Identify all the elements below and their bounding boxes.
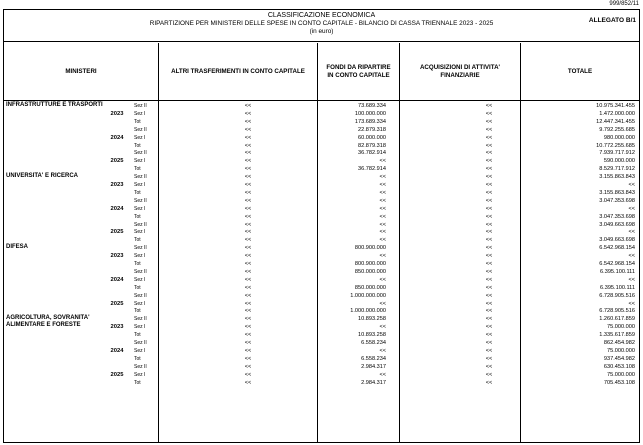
year-label: 2024 [110,347,124,354]
fondi-value: 10.893.258 [358,332,386,339]
fondi-value: 1.000.000.000 [350,292,386,299]
header-fondi-ripartire: FONDI DA RIPARTIRE IN CONTO CAPITALE [318,43,399,101]
acquisizioni-value: << [485,268,493,275]
fondi-value: << [379,182,386,188]
table-row [4,149,639,157]
section-label: Tot [134,213,141,220]
altri-value: << [244,158,252,165]
section-label: Sez II [134,150,147,157]
section-label: Sez I [134,205,146,212]
totale-value: 862.454.982 [603,340,635,346]
section-label: Sez II [134,245,147,252]
title-classification: CLASSIFICAZIONE ECONOMICA [267,12,376,19]
table-row [4,173,639,181]
acquisizioni-value: << [485,276,493,283]
totale-value: << [628,276,635,283]
acquisizioni-value: << [485,166,493,173]
year-label: 2025 [110,300,124,307]
acquisizioni-value: << [485,245,493,252]
title-block [4,10,639,42]
section-label: Tot [134,142,141,149]
table-row [4,102,639,110]
altri-value: << [244,142,252,149]
altri-value: << [244,110,252,117]
acquisizioni-value: << [485,371,493,378]
section-label: Sez I [134,276,146,283]
totale-value: << [628,182,635,188]
table-row [4,300,639,308]
table-row [4,268,639,276]
header-ministeri: MINISTERI [4,43,158,101]
table-row [4,379,639,387]
fondi-value: 60.000.000 [358,134,386,141]
altri-value: << [244,205,252,212]
table-row [4,292,639,300]
totale-value: 75.000.000 [607,324,635,331]
acquisizioni-value: << [485,316,493,323]
acquisizioni-value: << [485,103,493,109]
totale-value: 630.453.108 [603,363,635,370]
section-label: Sez I [134,229,146,236]
altri-value: << [244,174,252,181]
totale-value: 6.728.905.516 [599,292,635,299]
totale-value: 980.000.000 [603,134,635,141]
altri-value: << [244,245,252,252]
table-row [4,189,639,197]
totale-value: 75.000.000 [607,371,635,378]
section-label: Tot [134,237,141,244]
totale-value: << [628,229,635,236]
fondi-value: 800.900.000 [354,245,386,252]
fondi-value: << [379,205,386,212]
table-row [4,339,639,347]
table-row [4,363,639,371]
fondi-value: 22.879.318 [358,126,386,133]
section-label: Sez I [134,324,146,331]
acquisizioni-value: << [485,134,493,141]
table-row [4,197,639,205]
acquisizioni-value: << [485,347,493,354]
fondi-value: 6.558.234 [361,340,386,346]
altri-value: << [244,182,252,188]
title-ripartizione: RIPARTIZIONE PER MINISTERI DELLE SPESE IN CONTO CAPITALE - BILANCIO DI CASSA TRIENNALE 2023 - 2025 [149,20,494,27]
altri-value: << [244,308,252,315]
acquisizioni-value: << [485,229,493,236]
acquisizioni-value: << [485,355,493,362]
table-row [4,181,639,189]
fondi-value: 36.782.914 [358,150,386,157]
fondi-value: 1.000.000.000 [350,308,386,315]
fondi-value: << [379,300,386,307]
totale-value: 10.772.255.685 [596,142,635,149]
altri-value: << [244,261,252,267]
section-label: Sez I [134,253,146,260]
altri-value: << [244,300,252,307]
section-label: Sez II [134,340,147,346]
totale-value: 12.447.341.455 [596,118,635,125]
altri-value: << [244,268,252,275]
acquisizioni-value: << [485,308,493,315]
fondi-value: 73.689.334 [358,103,386,109]
section-label: Tot [134,355,141,362]
fondi-value: << [379,276,386,283]
totale-value: 6.395.100.111 [600,268,635,275]
header-altri-trasferimenti: ALTRI TRASFERIMENTI IN CONTO CAPITALE [159,43,317,101]
fondi-value: 100.000.000 [354,110,386,117]
year-label: 2023 [110,182,124,188]
fondi-value: 6.558.234 [361,355,386,362]
totale-value: 3.049.663.698 [599,237,635,244]
fondi-value: 2.984.317 [361,379,386,386]
year-label: 2023 [110,253,124,260]
acquisizioni-value: << [485,213,493,220]
fondi-value: 82.879.318 [358,142,386,149]
acquisizioni-value: << [485,379,493,386]
section-label: Sez I [134,134,146,141]
fondi-value: << [379,189,386,196]
section-label: Sez II [134,221,147,228]
altri-value: << [244,237,252,244]
fondi-value: 2.984.317 [361,363,386,370]
acquisizioni-value: << [485,261,493,267]
section-label: Sez II [134,363,147,370]
altri-value: << [244,134,252,141]
altri-value: << [244,103,252,109]
totale-value: 3.047.353.698 [599,213,635,220]
header-totale: TOTALE [521,43,639,101]
table-row [4,260,639,268]
acquisizioni-value: << [485,150,493,157]
title-unit: (in euro) [309,28,334,35]
table-frame [3,9,640,443]
fondi-value: 173.689.334 [354,118,386,125]
totale-value: 937.454.982 [603,355,635,362]
acquisizioni-value: << [485,158,493,165]
totale-value: 1.335.617.859 [599,332,635,339]
altri-value: << [244,197,252,204]
totale-value: 6.395.100.111 [600,284,635,291]
ministero-name: AGRICOLTURA, SOVRANITA' ALIMENTARE E FORESTE [6,315,90,329]
totale-value: 1.260.617.859 [599,316,635,323]
table-row [4,323,639,331]
acquisizioni-value: << [485,300,493,307]
altri-value: << [244,355,252,362]
year-label: 2025 [110,229,124,236]
allegato-label: ALLEGATO B/1 [588,17,636,24]
fondi-value: << [379,213,386,220]
year-label: 2025 [110,371,124,378]
totale-value: 3.155.863.843 [599,189,635,196]
totale-value: << [628,300,635,307]
table-row [4,347,639,355]
totale-value: 6.542.968.154 [599,261,635,267]
fondi-value: << [379,174,386,181]
altri-value: << [244,213,252,220]
acquisizioni-value: << [485,142,493,149]
acquisizioni-value: << [485,284,493,291]
ministero-name: UNIVERSITA' E RICERCA [6,173,78,180]
totale-value: 6.728.905.516 [599,308,635,315]
acquisizioni-value: << [485,118,493,125]
totale-value: 3.155.863.843 [599,174,635,181]
acquisizioni-value: << [485,197,493,204]
table-row [4,165,639,173]
table-row [4,110,639,118]
section-label: Sez I [134,110,146,117]
fondi-value: << [379,158,386,165]
totale-value: 75.000.000 [607,347,635,354]
table-row [4,244,639,252]
ministero-name: INFRASTRUTTURE E TRASPORTI [6,102,103,108]
totale-value: << [628,205,635,212]
year-label: 2023 [110,110,124,117]
altri-value: << [244,166,252,173]
acquisizioni-value: << [485,253,493,260]
section-label: Sez I [134,158,146,165]
acquisizioni-value: << [485,174,493,181]
fondi-value: << [379,229,386,236]
table-row [4,276,639,284]
table-row [4,307,639,315]
section-label: Sez I [134,182,146,188]
table-row [4,284,639,292]
fondi-value: << [379,324,386,331]
section-label: Tot [134,308,141,315]
header-acquisizioni: ACQUISIZIONI DI ATTIVITA' FINANZIARIE [400,43,520,101]
section-label: Tot [134,332,141,339]
acquisizioni-value: << [485,292,493,299]
table-row [4,118,639,126]
fondi-value: 850.000.000 [354,284,386,291]
altri-value: << [244,292,252,299]
totale-value: << [628,253,635,260]
section-label: Sez II [134,292,147,299]
altri-value: << [244,316,252,323]
acquisizioni-value: << [485,237,493,244]
altri-value: << [244,253,252,260]
altri-value: << [244,363,252,370]
totale-value: 8.529.717.912 [599,166,635,173]
table-row [4,205,639,213]
section-label: Sez I [134,300,146,307]
fondi-value: 800.900.000 [354,261,386,267]
section-label: Tot [134,189,141,196]
section-label: Tot [134,118,141,125]
acquisizioni-value: << [485,110,493,117]
table-row [4,252,639,260]
table-row [4,221,639,229]
ministero-name: DIFESA [6,244,29,251]
acquisizioni-value: << [485,340,493,346]
year-label: 2025 [110,158,124,165]
altri-value: << [244,126,252,133]
totale-value: 6.542.968.154 [599,245,635,252]
table-row [4,331,639,339]
totale-value: 3.047.353.698 [599,197,635,204]
table-row [4,213,639,221]
table-row [4,236,639,244]
acquisizioni-value: << [485,205,493,212]
totale-value: 7.939.717.912 [599,150,635,157]
fondi-value: 10.893.258 [358,316,386,323]
altri-value: << [244,229,252,236]
altri-value: << [244,284,252,291]
acquisizioni-value: << [485,332,493,339]
table-row [4,142,639,150]
acquisizioni-value: << [485,126,493,133]
year-label: 2023 [110,324,124,331]
table-row [4,134,639,142]
acquisizioni-value: << [485,363,493,370]
fondi-value: 850.000.000 [354,268,386,275]
acquisizioni-value: << [485,182,493,188]
section-label: Sez II [134,126,147,133]
section-label: Sez II [134,316,147,323]
section-label: Tot [134,284,141,291]
fondi-value: << [379,371,386,378]
altri-value: << [244,221,252,228]
totale-value: 9.792.255.685 [599,126,635,133]
table-row [4,355,639,363]
altri-value: << [244,371,252,378]
section-label: Sez II [134,197,147,204]
year-label: 2024 [110,134,124,141]
altri-value: << [244,347,252,354]
altri-value: << [244,189,252,196]
section-label: Sez I [134,347,146,354]
section-label: Tot [134,166,141,173]
acquisizioni-value: << [485,189,493,196]
altri-value: << [244,150,252,157]
altri-value: << [244,324,252,331]
page-code: 999/852/11 [609,1,639,7]
fondi-value: << [379,237,386,244]
totale-value: 1.472.000.000 [599,110,635,117]
acquisizioni-value: << [485,324,493,331]
section-label: Tot [134,379,141,386]
section-label: Tot [134,261,141,267]
altri-value: << [244,276,252,283]
table-row [4,228,639,236]
fondi-value: << [379,347,386,354]
year-label: 2024 [110,276,124,283]
table-row [4,126,639,134]
table-row [4,157,639,165]
altri-value: << [244,379,252,386]
section-label: Sez II [134,103,147,109]
section-label: Sez I [134,371,146,378]
year-label: 2024 [110,205,124,212]
fondi-value: << [379,197,386,204]
fondi-value: << [379,221,386,228]
table-row [4,371,639,379]
section-label: Sez II [134,174,147,181]
fondi-value: 36.782.914 [358,166,386,173]
altri-value: << [244,332,252,339]
totale-value: 590.000.000 [603,158,635,165]
fondi-value: << [379,253,386,260]
totale-value: 10.975.341.455 [596,103,635,109]
acquisizioni-value: << [485,221,493,228]
altri-value: << [244,118,252,125]
totale-value: 705.453.108 [603,379,635,386]
section-label: Sez II [134,268,147,275]
totale-value: 3.049.663.698 [599,221,635,228]
altri-value: << [244,340,252,346]
